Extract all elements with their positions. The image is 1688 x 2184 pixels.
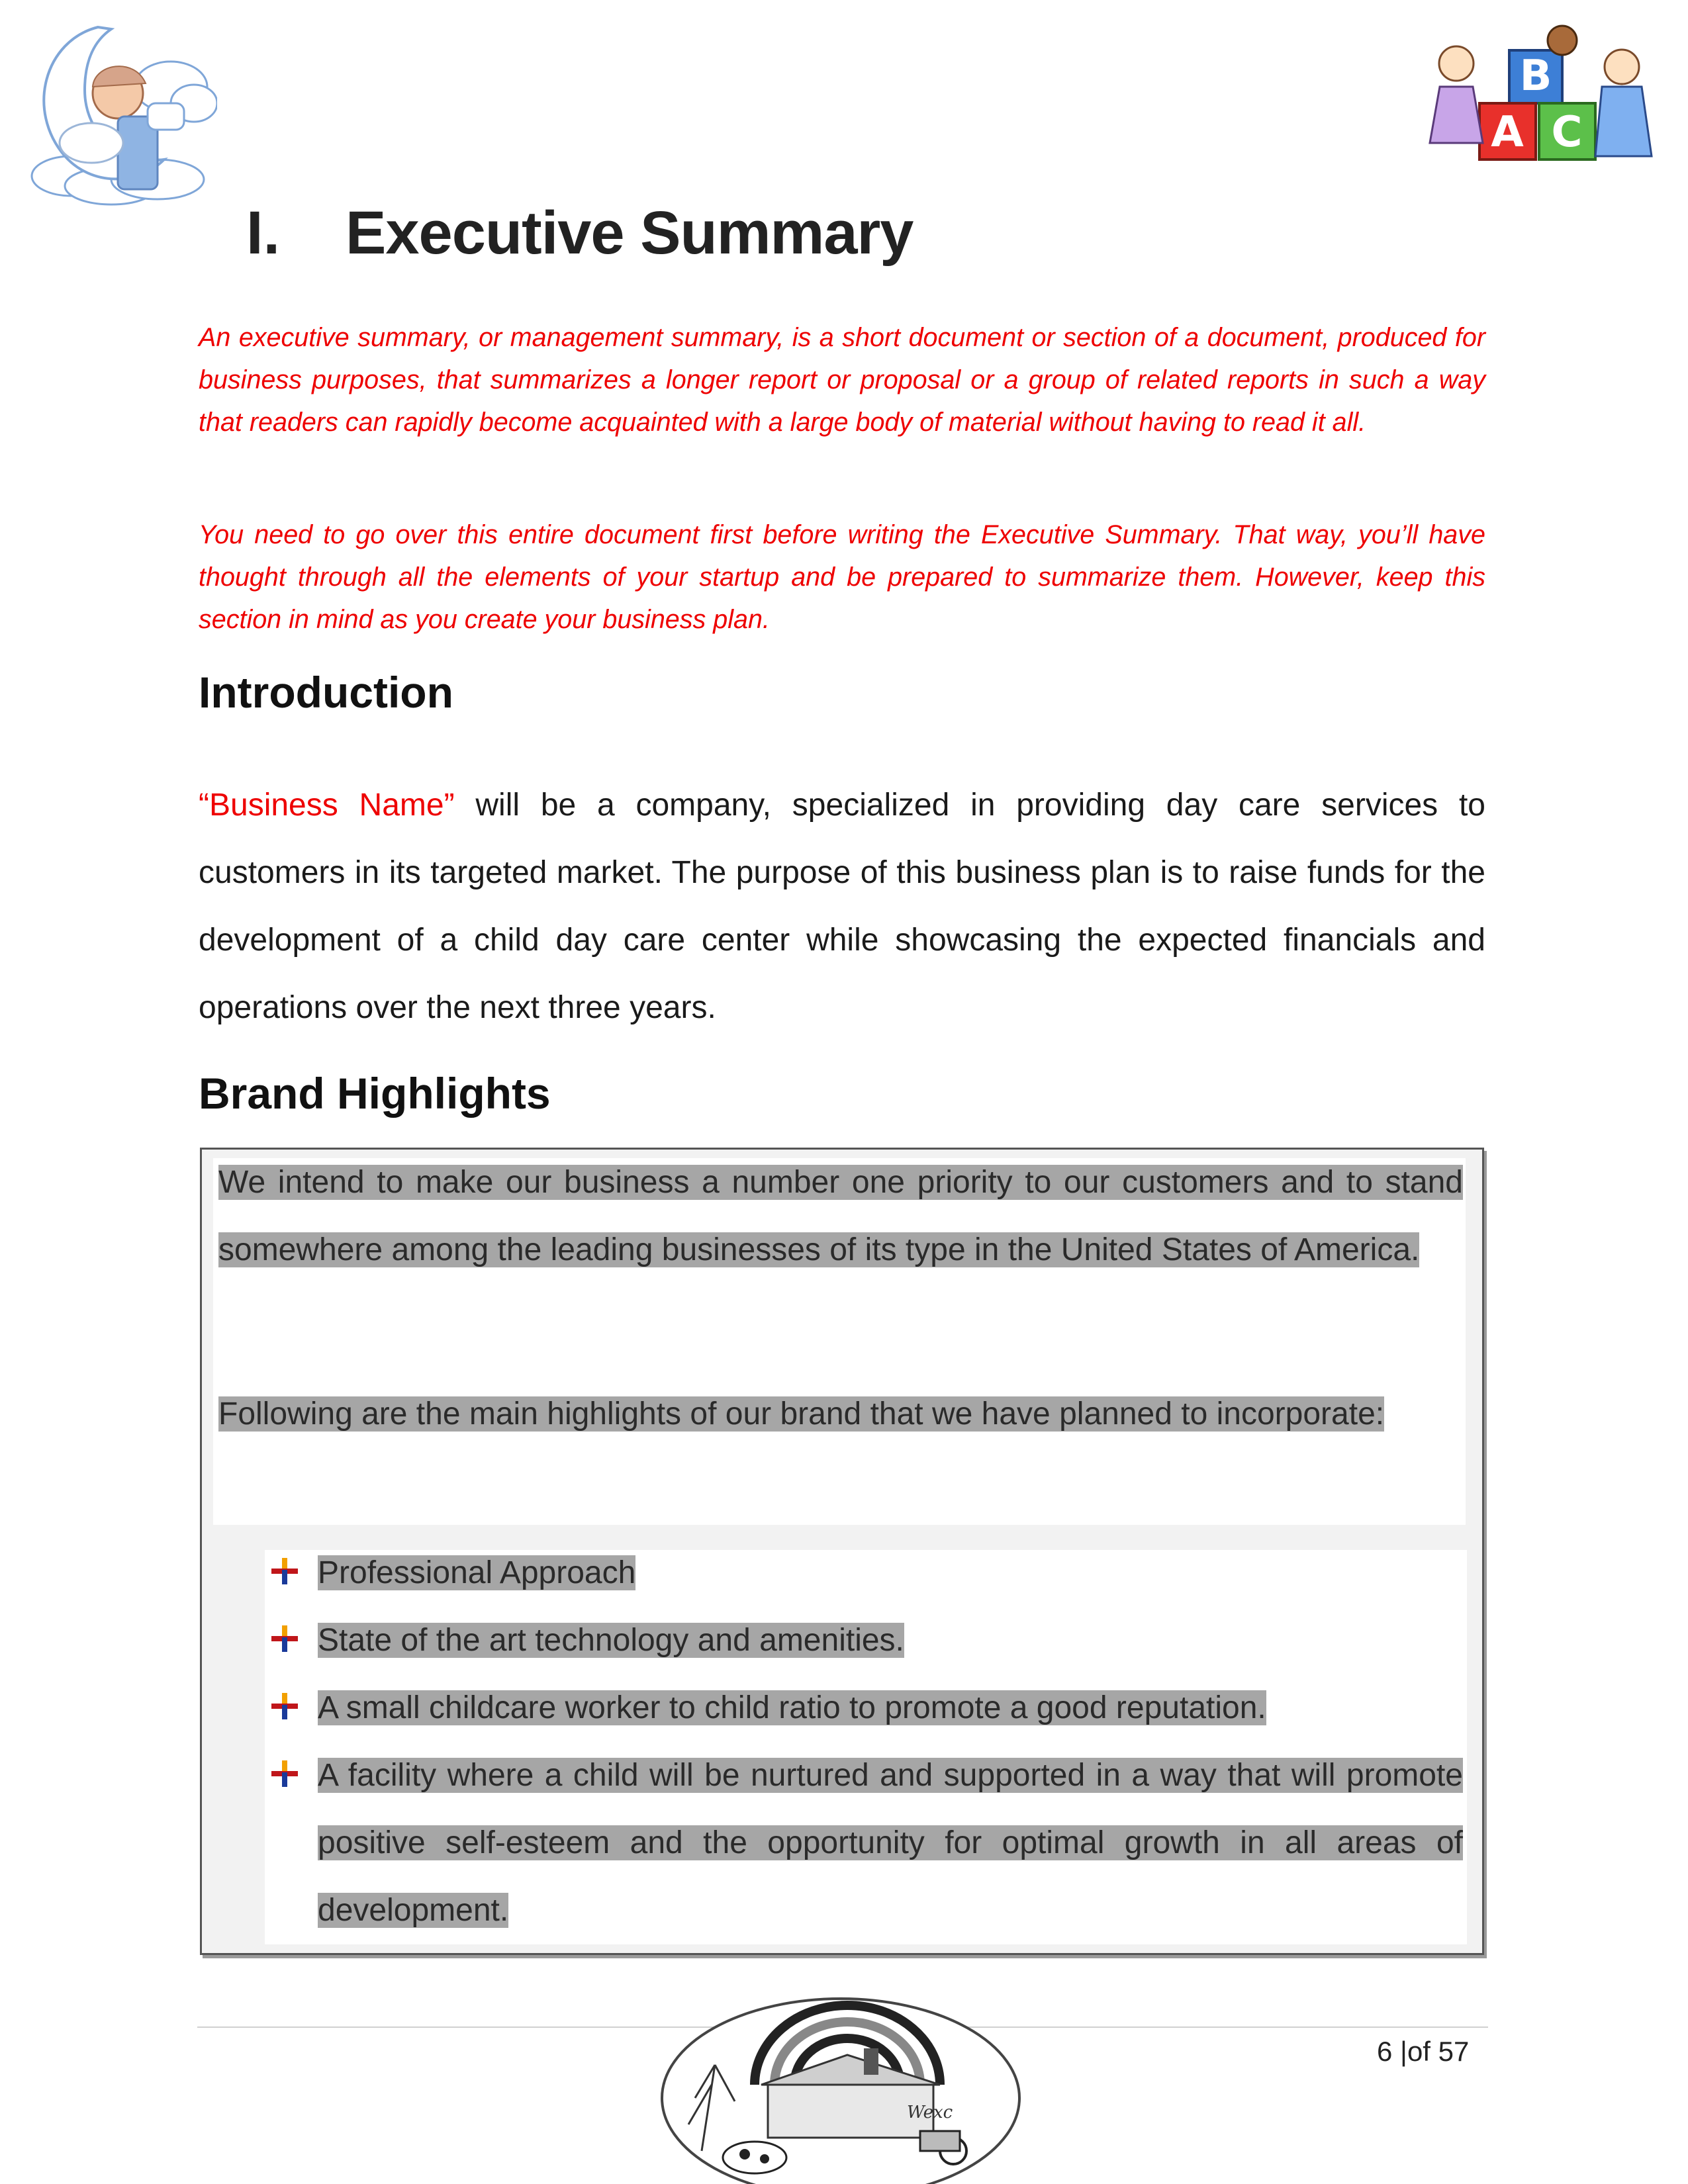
list-item-text: Professional Approach (318, 1555, 636, 1590)
svg-text:B: B (1519, 52, 1552, 101)
daycare-building-sketch-logo (655, 1985, 1026, 2184)
introduction-paragraph (199, 772, 1485, 1042)
page-separator: | (1400, 2036, 1407, 2067)
brand-paragraph (218, 1381, 1463, 1448)
list-item (265, 1674, 1463, 1742)
list-item (265, 1539, 1463, 1607)
list-item-text: State of the art technology and amenities. (318, 1623, 904, 1658)
guidance-paragraph: An executive summary, or management summary, is a short document or section of a document, produced for business purposes, that summarizes a longer report or proposal or a group of related reports in such a way that readers can rapidly become acquainted with a large body of material without having to read it all. (199, 323, 1485, 437)
page-total: of 57 (1407, 2036, 1470, 2067)
list-item (265, 1607, 1463, 1674)
introduction-text: will be a company, specialized in providing day care services to customers in its targeted market. The purpose of this business plan is to raise funds for the development of a child day care center while showcasing the expected financials and operations over the next three years. (199, 788, 1486, 1025)
svg-text:A: A (1491, 108, 1524, 157)
introduction-heading: Introduction (199, 668, 453, 717)
section-number: I. (246, 199, 281, 267)
plus-cross-bullet-icon (270, 1692, 299, 1721)
page-current: 6 (1377, 2036, 1393, 2067)
svg-text:Wexc: Wexc (907, 2103, 953, 2122)
brand-paragraph-text: Following are the main highlights of our brand that we have planned to incorporate: (218, 1396, 1385, 1432)
page-number (1377, 2036, 1469, 2068)
brand-paragraph (218, 1149, 1463, 1284)
list-item (265, 1742, 1463, 1944)
list-item-text: A small childcare worker to child ratio to promote a good reputation. (318, 1690, 1266, 1725)
moon-sleeping-child-logo (19, 17, 217, 206)
guidance-paragraph: You need to go over this entire document first before writing the Executive Summary. That way, you’ll have thought through all the elements of your startup and be prepared to summarize them. However, keep this section in mind as you create your business plan. (199, 520, 1485, 634)
brand-highlights-heading: Brand Highlights (199, 1069, 551, 1118)
section-title: Executive Summary (346, 199, 914, 267)
plus-cross-bullet-icon (270, 1557, 299, 1586)
business-name-placeholder: “Business Name” (199, 788, 455, 823)
plus-cross-bullet-icon (270, 1759, 299, 1788)
plus-cross-bullet-icon (270, 1624, 299, 1653)
svg-text:C: C (1551, 108, 1583, 157)
list-item-text: A facility where a child will be nurtured and supported in a way that will promote positive self-esteem and the opportunity for optimal growth in all areas of development. (318, 1758, 1463, 1928)
brand-paragraph-text: We intend to make our business a number one priority to our customers and to stand somewhere among the leading businesses of its type in the United States of America. (218, 1165, 1463, 1267)
abc-blocks-children-logo (1423, 24, 1675, 183)
